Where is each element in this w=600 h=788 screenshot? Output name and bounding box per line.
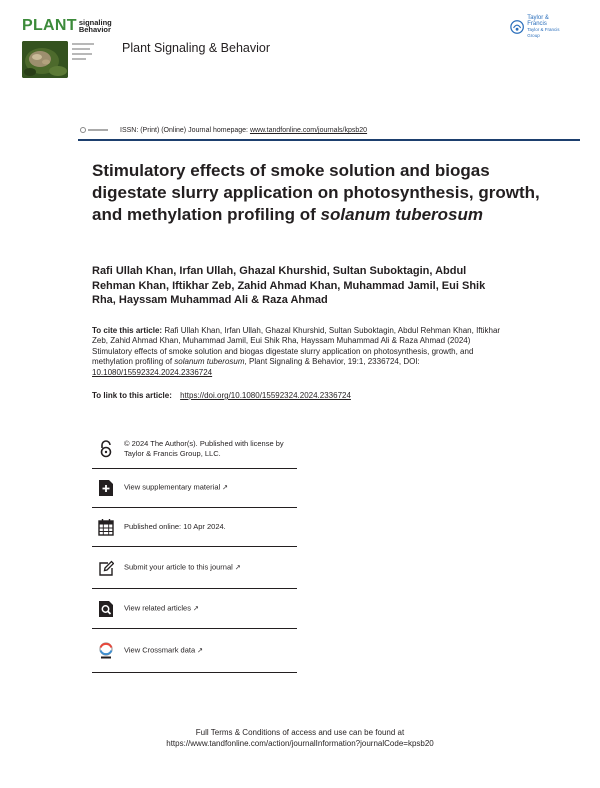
publisher-name: Taylor & Francis bbox=[527, 15, 549, 27]
edit-icon bbox=[98, 559, 114, 577]
external-link-icon: ↗ bbox=[234, 564, 241, 571]
supplementary-row[interactable] bbox=[92, 469, 297, 508]
footer bbox=[0, 727, 600, 749]
supplementary-icon bbox=[98, 479, 114, 497]
article-title: Stimulatory effects of smoke solution and biogas digestate slurry application on photosynthesis, growth, and methylation profiling of solanum tuberosum bbox=[92, 161, 540, 224]
related-row[interactable] bbox=[92, 589, 297, 629]
crossmark-icon bbox=[98, 642, 114, 660]
publisher-logo[interactable] bbox=[510, 16, 568, 38]
crossmark-link[interactable]: View Crossmark data ↗ bbox=[124, 645, 204, 654]
footer-terms: Full Terms & Conditions of access and use can be found at bbox=[195, 728, 405, 737]
cover-text-lines bbox=[72, 43, 94, 78]
open-access-icon bbox=[98, 440, 114, 458]
submit-row[interactable] bbox=[92, 547, 297, 589]
external-link-icon: ↗ bbox=[192, 605, 199, 612]
submit-article-link[interactable]: Submit your article to this journal ↗ bbox=[124, 562, 241, 571]
article-doi-url[interactable]: https://doi.org/10.1080/15592324.2024.2336724 bbox=[180, 391, 351, 400]
journal-cover bbox=[22, 17, 112, 78]
footer-journal-info-link[interactable]: https://www.tandfonline.com/action/journalInformation?journalCode=kpsb20 bbox=[166, 739, 434, 748]
doi-link[interactable]: 10.1080/15592324.2024.2336724 bbox=[92, 367, 213, 377]
journal-homepage-link[interactable]: www.tandfonline.com/journals/kpsb20 bbox=[249, 127, 368, 134]
small-logo-icon bbox=[80, 127, 86, 133]
article-info-list bbox=[92, 430, 297, 673]
article-authors: Rafi Ullah Khan, Irfan Ullah, Ghazal Khurshid, Sultan Suboktagin, Abdul Rehman Khan, Iftikhar Zeb, Zahid Ahmad Khan, Muhammad Jamil, Eui Shik Rha, Hayssam Muhammad Ali & Raza Ahmad bbox=[92, 265, 486, 307]
article-link-line bbox=[92, 391, 512, 400]
calendar-icon bbox=[98, 518, 114, 536]
cover-brand: PLANT bbox=[22, 17, 77, 34]
related-articles-icon bbox=[98, 600, 114, 618]
external-link-icon: ↗ bbox=[197, 647, 204, 654]
external-link-icon: ↗ bbox=[222, 484, 229, 492]
citation: To cite this article: Rafi Ullah Khan, Irfan Ullah, Ghazal Khurshid, Sultan Suboktagin, Abdul Rehman Khan, Iftikhar Zeb, Zahid Ahmad Khan, Muhammad Jamil, Eui Shik Rha, Hayssam Muhammad Ali & Raza Ahmad (2024) Stimulatory effects of smoke solution and biogas digestate slurry application on photosynthesis, growth, and methylation profiling of solanum tuberosum, Plant Signaling & Behavior, 19:1, 2336724, DOI: 10.1080/15592324.2024.2336724 bbox=[92, 326, 501, 377]
citation-label: To cite this article: bbox=[92, 326, 163, 335]
supplementary-link[interactable]: View supplementary material ↗ bbox=[124, 482, 229, 492]
issn-label: ISSN: (Print) (Online) Journal homepage: bbox=[120, 127, 248, 134]
publisher-group: Taylor & Francis Group bbox=[527, 27, 560, 38]
license-text: © 2024 The Author(s). Published with license by Taylor & Francis Group, LLC. bbox=[124, 439, 284, 458]
header-divider bbox=[78, 139, 580, 141]
issn-line bbox=[120, 127, 367, 134]
related-articles-link[interactable]: View related articles ↗ bbox=[124, 603, 199, 612]
journal-name: Plant Signaling & Behavior bbox=[122, 41, 271, 55]
crossmark-row[interactable] bbox=[92, 629, 297, 673]
published-date: Published online: 10 Apr 2024. bbox=[124, 522, 226, 531]
cover-image bbox=[22, 41, 68, 78]
publisher-icon bbox=[510, 19, 524, 35]
small-logo bbox=[80, 126, 108, 133]
published-row bbox=[92, 508, 297, 547]
cover-subtitle: signaling Behavior bbox=[78, 18, 112, 34]
article-link-label: To link to this article: bbox=[92, 391, 172, 400]
license-row bbox=[92, 430, 297, 469]
